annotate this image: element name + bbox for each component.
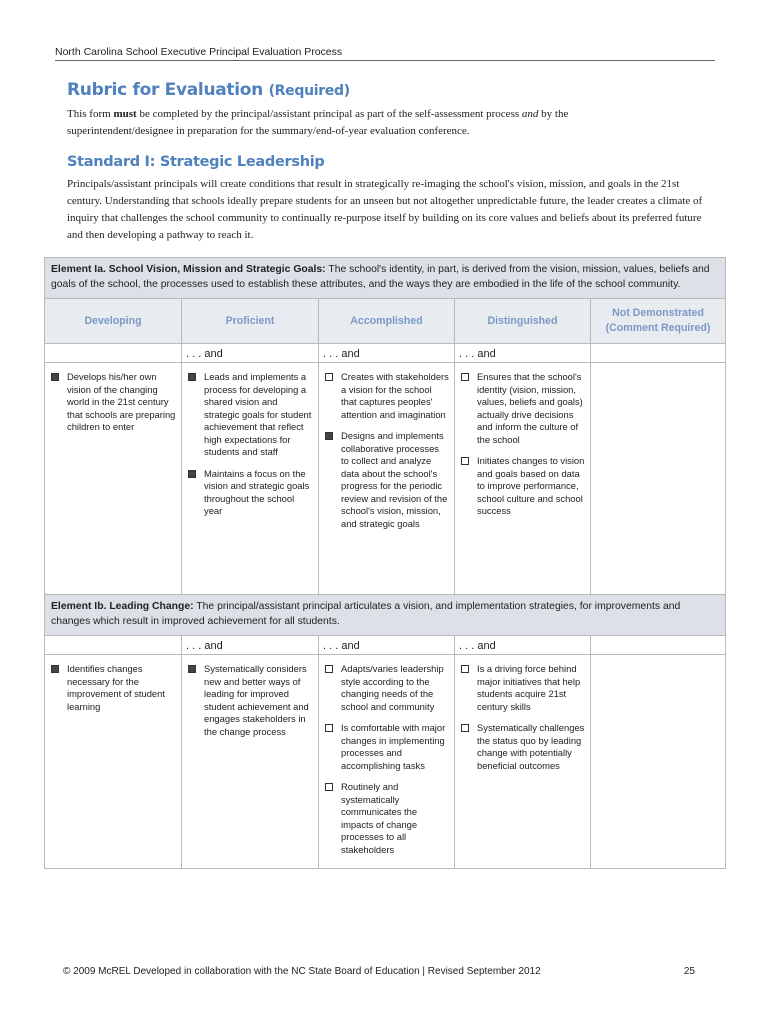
header-divider xyxy=(55,60,715,61)
title-main: Rubric for Evaluation xyxy=(67,80,263,100)
element-a-comment-cell[interactable] xyxy=(591,363,726,595)
element-b-criteria-row xyxy=(45,655,726,869)
criterion-item xyxy=(325,371,449,421)
criterion-item xyxy=(325,722,449,772)
title-required: (Required) xyxy=(268,83,350,99)
criterion-text: Initiates changes to vision and goals based on data to improve performance, school culture and school success xyxy=(477,455,585,516)
criterion-text: Leads and implements a process for developing a shared vision and strategic goals for student achievement that reflect high expectations for students and staff xyxy=(204,371,312,457)
and-blank xyxy=(591,636,726,655)
criterion-item xyxy=(461,455,585,518)
element-b-proficient xyxy=(182,655,319,869)
criterion-text: Is a driving force behind major initiatives that help students acquire 21st century skills xyxy=(477,663,581,712)
checkbox-icon[interactable] xyxy=(461,724,469,732)
criterion-text: Identifies changes necessary for the improvement of student learning xyxy=(67,663,165,712)
column-header-row xyxy=(45,299,726,344)
criterion-text: Designs and implements collaborative processes to collect and analyze data about the school's progress for the periodic review and revision of the school's vision, mission, and strategic goals xyxy=(341,430,448,529)
element-a-description xyxy=(45,258,726,299)
criterion-item xyxy=(325,430,449,530)
element-a-label: Element Ia. School Vision, Mission and Strategic Goals: xyxy=(51,264,326,275)
col-developing: Developing xyxy=(45,299,182,344)
criterion-item xyxy=(188,371,313,459)
page-title xyxy=(67,80,350,100)
and-label: . . . and xyxy=(455,636,591,655)
criterion-text: Adapts/varies leadership style according to the changing needs of the school and community xyxy=(341,663,444,712)
criterion-text: Develops his/her own vision of the changing world in the 21st century that schools are preparing children to enter xyxy=(67,371,176,432)
checkbox-icon[interactable] xyxy=(325,724,333,732)
element-b-comment-cell[interactable] xyxy=(591,655,726,869)
and-blank xyxy=(45,636,182,655)
criterion-item xyxy=(461,663,585,713)
element-a-text: The school's identity, in part, is derived from the vision, mission, values, beliefs and goals of the school, the processes used to establish these attributes, and the ways they are embodied in the life of the school community. xyxy=(51,264,710,290)
criterion-item xyxy=(325,663,449,713)
criterion-item xyxy=(188,468,313,518)
element-a-criteria-row xyxy=(45,363,726,595)
checkbox-icon[interactable] xyxy=(325,373,333,381)
element-b-accomplished xyxy=(319,655,455,869)
page-header: North Carolina School Executive Principal Evaluation Process xyxy=(55,46,343,58)
element-a-and-row xyxy=(45,344,726,363)
criterion-text: Systematically challenges the status quo by leading change with potentially beneficial outcomes xyxy=(477,722,585,771)
checked-checkbox-icon[interactable] xyxy=(188,373,196,381)
element-b-distinguished xyxy=(455,655,591,869)
checked-checkbox-icon[interactable] xyxy=(51,373,59,381)
checked-checkbox-icon[interactable] xyxy=(188,665,196,673)
intro-bold: must xyxy=(113,108,137,120)
intro-text-2: be completed by the principal/assistant principal as part of the self-assessment process xyxy=(136,108,522,120)
and-label: . . . and xyxy=(182,344,319,363)
element-b-and-row xyxy=(45,636,726,655)
and-label: . . . and xyxy=(455,344,591,363)
intro-text-1: This form xyxy=(67,108,114,120)
page-number: 25 xyxy=(683,966,695,977)
element-a-header-row xyxy=(45,258,726,299)
checked-checkbox-icon[interactable] xyxy=(325,432,333,440)
criterion-text: Systematically considers new and better ways of leading for improved student achievement and engages stakeholders in the change process xyxy=(204,663,309,737)
intro-paragraph xyxy=(67,106,667,140)
element-b-developing xyxy=(45,655,182,869)
checkbox-icon[interactable] xyxy=(461,457,469,465)
criterion-text: Ensures that the school's identity (vision, mission, values, beliefs and goals) actually drive decisions and inform the culture of the school xyxy=(477,371,583,445)
page-footer: © 2009 McREL Developed in collaboration with the NC State Board of Education | Revised September 2012 xyxy=(63,966,541,977)
standard-title: Standard I: Strategic Leadership xyxy=(67,154,325,170)
and-blank xyxy=(591,344,726,363)
element-a-accomplished xyxy=(319,363,455,595)
criterion-item xyxy=(325,781,449,856)
criterion-item xyxy=(188,663,313,738)
intro-text-3: by the superintendent/designee in preparation for the summary/end-of-year evaluation conference. xyxy=(67,108,569,137)
col-accomplished: Accomplished xyxy=(319,299,455,344)
checkbox-icon[interactable] xyxy=(325,665,333,673)
checked-checkbox-icon[interactable] xyxy=(51,665,59,673)
checked-checkbox-icon[interactable] xyxy=(188,470,196,478)
criterion-text: Creates with stakeholders a vision for the school that captures peoples' attention and imagination xyxy=(341,371,449,420)
rubric-table xyxy=(44,257,726,869)
col-distinguished: Distinguished xyxy=(455,299,591,344)
criterion-text: Is comfortable with major changes in implementing processes and accomplishing tasks xyxy=(341,722,446,771)
element-b-description xyxy=(45,595,726,636)
element-b-text: The principal/assistant principal articulates a vision, and implementation strategies, for improvements and changes which result in improved achievement for all students. xyxy=(51,601,681,627)
criterion-text: Maintains a focus on the vision and strategic goals throughout the school year xyxy=(204,467,310,516)
element-b-header-row xyxy=(45,595,726,636)
and-label: . . . and xyxy=(182,636,319,655)
criterion-item xyxy=(461,722,585,772)
element-a-proficient xyxy=(182,363,319,595)
element-a-distinguished xyxy=(455,363,591,595)
and-blank xyxy=(45,344,182,363)
criterion-text: Routinely and systematically communicates the impacts of change processes to all stakeholders xyxy=(341,781,418,855)
and-label: . . . and xyxy=(319,344,455,363)
criterion-item xyxy=(461,371,585,446)
checkbox-icon[interactable] xyxy=(461,373,469,381)
checkbox-icon[interactable] xyxy=(325,783,333,791)
standard-description: Principals/assistant principals will create conditions that result in strategically re-imaging the school's vision, mission, and goals in the 21st century. Understanding that schools ideally prepare students for an unseen but not altogether unpredictable future, the leader creates a climate of inquiry that challenges the school community to continually re-purpose itself by building on its core values and beliefs about its preferred future and then developing a pathway to reach it. xyxy=(67,178,703,241)
criterion-item xyxy=(51,371,176,434)
col-not-demonstrated: Not Demonstrated (Comment Required) xyxy=(591,299,726,344)
criterion-item xyxy=(51,663,176,713)
checkbox-icon[interactable] xyxy=(461,665,469,673)
and-label: . . . and xyxy=(319,636,455,655)
intro-italic: and xyxy=(521,108,539,120)
col-proficient: Proficient xyxy=(182,299,319,344)
element-b-label: Element Ib. Leading Change: xyxy=(51,601,194,612)
element-a-developing xyxy=(45,363,182,595)
